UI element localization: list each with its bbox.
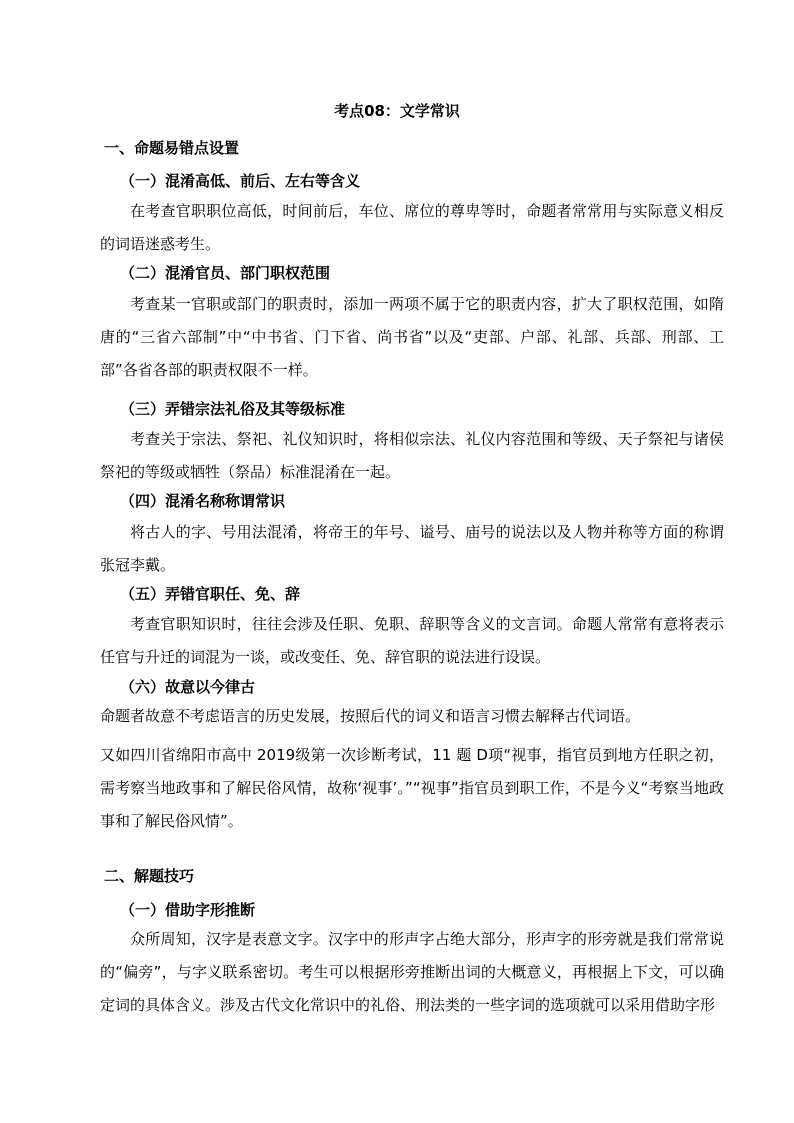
subsection-heading: （三）弄错宗法礼俗及其等级标准 <box>120 400 346 418</box>
paragraph: 在考查官职职位高低，时间前后，车位、席位的尊卑等时，命题者常常用与实际意义相反的词语迷惑考生。 <box>100 202 724 253</box>
subsection-heading: （四）混淆名称称谓常识 <box>120 492 286 510</box>
paragraph: 考查关于宗法、祭祀、礼仪知识时，将相似宗法、礼仪内容范围和等级、天子祭祀与诸侯祭祀的等级或牺牲（祭品）标准混淆在一起。 <box>100 430 724 481</box>
subsection-heading: （六）故意以今律古 <box>120 678 256 696</box>
subsection-heading: （一）混淆高低、前后、左右等含义 <box>120 172 361 190</box>
section-heading: 二、解题技巧 <box>104 867 195 885</box>
subsection-heading: （一）借助字形推断 <box>120 901 256 919</box>
example-paragraph: 又如四川省绵阳市高中 2019级第一次诊断考试，11 题 D项“视事，指官员到地方任职之初，需考察当地政事和了解民俗风情，故称‘视事’。”“视事”指官员到职工作，不是今义“考察当地政事和了解民俗风情”。 <box>100 746 724 830</box>
paragraph: 考查某一官职或部门的职责时，添加一两项不属于它的职责内容，扩大了职权范围，如隋唐的“三省六部制”中“中书省、门下省、尚书省”以及“吏部、户部、礼部、兵部、刑部、工部”各省各部的职责权限不一样。 <box>100 295 724 379</box>
paragraph: 考查官职知识时，往往会涉及任职、免职、辞职等含义的文言词。命题人常常有意将表示任官与升迁的词混为一谈，或改变任、免、辞官职的说法进行设误。 <box>100 615 724 666</box>
subsection-heading: （五）弄错官职任、免、辞 <box>120 585 301 603</box>
paragraph: 众所周知，汉字是表意文字。汉字中的形声字占绝大部分，形声字的形旁就是我们常常说的“偏旁”，与字义联系密切。考生可以根据形旁推断出词的大概意义，再根据上下文，可以确定词的具体含义。涉及古代文化常识中的礼俗、刑法类的一些字词的选项就可以采用借助字形 <box>100 930 724 1014</box>
paragraph: 命题者故意不考虑语言的历史发展，按照后代的词义和语言习惯去解释古代词语。 <box>100 707 641 725</box>
paragraph: 将古人的字、号用法混淆，将帝王的年号、谥号、庙号的说法以及人物并称等方面的称谓张冠李戴。 <box>100 523 724 574</box>
subsection-heading: （二）混淆官员、部门职权范围 <box>120 264 331 282</box>
page-title: 考点08：文学常识 <box>334 102 460 120</box>
section-heading: 一、命题易错点设置 <box>104 139 240 157</box>
